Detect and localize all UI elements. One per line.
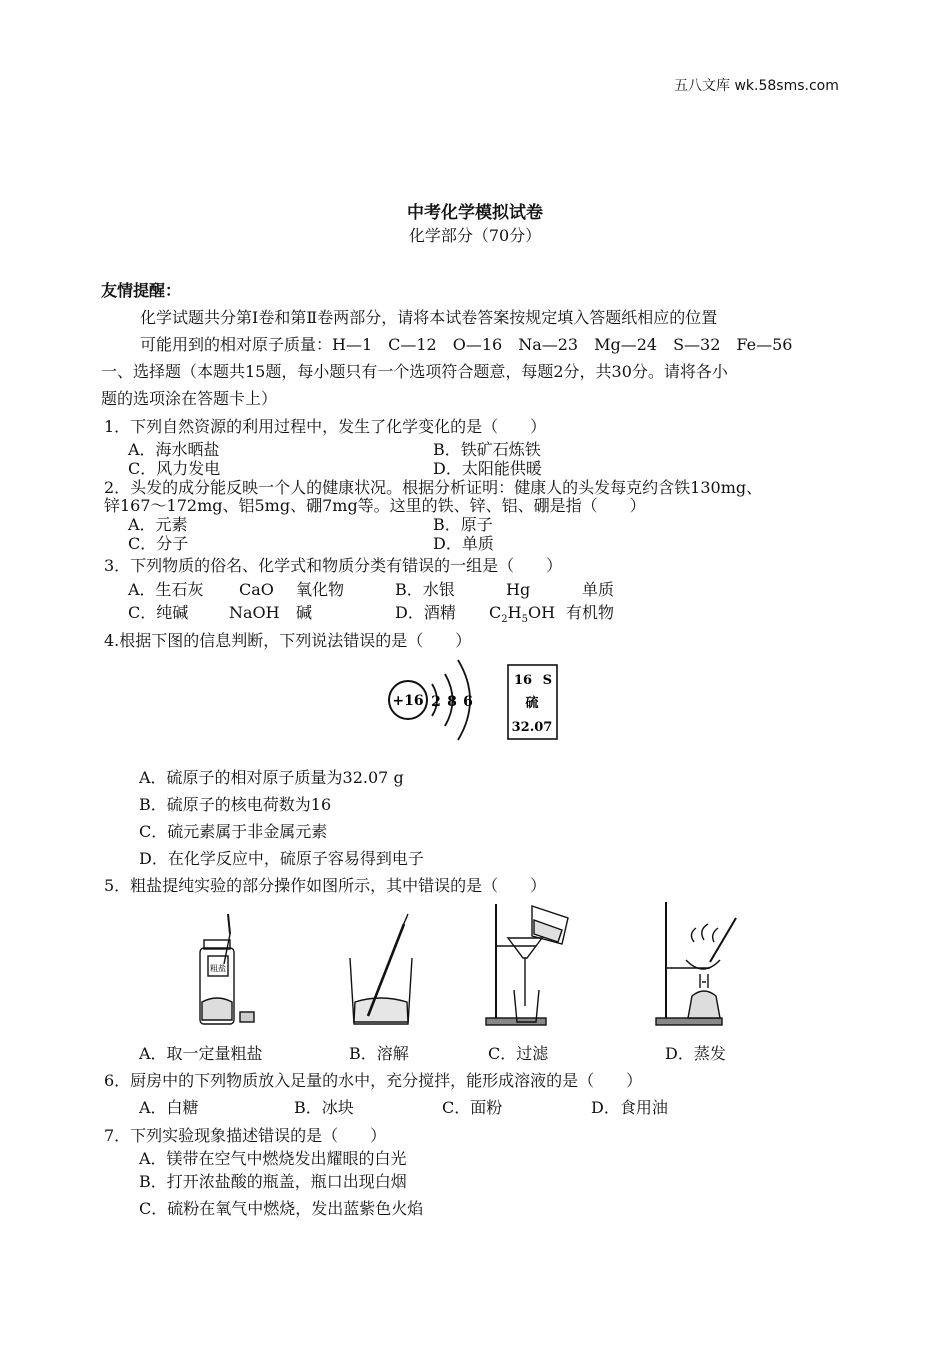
salt-jar-label: 粗盐 [210, 964, 226, 973]
q3-a-formula: CaO [239, 580, 274, 599]
q6-option-d: D．食用油 [591, 1098, 668, 1117]
q5-option-d: D．蒸发 [665, 1044, 726, 1063]
salt-purification-diagram [190, 898, 750, 1032]
q6-stem: 6．厨房中的下列物质放入足量的水中，充分搅拌，能形成溶液的是（ ） [104, 1071, 643, 1090]
q3-d-class: 有机物 [566, 603, 615, 622]
reminder-label: 友情提醒： [101, 281, 182, 300]
shell-3-electrons: 6 [463, 694, 473, 710]
q7-stem: 7．下列实验现象描述错误的是（ ） [104, 1126, 387, 1145]
q1-option-b: B．铁矿石炼铁 [433, 440, 541, 459]
q3-a-name: A．生石灰 [128, 580, 204, 599]
q2-option-b: B．原子 [433, 515, 493, 534]
q6-option-b: B．冰块 [294, 1098, 354, 1117]
q7-option-a: A．镁带在空气中燃烧发出耀眼的白光 [139, 1149, 407, 1168]
q1-option-c: C．风力发电 [128, 459, 221, 478]
element-mass: 32.07 [511, 720, 553, 735]
element-symbol: S [542, 673, 552, 688]
q3-d-formula: $C_2H_5OH$ [489, 603, 556, 626]
shell-1-electrons: 2 [431, 694, 441, 710]
q3-c-formula: NaOH [229, 603, 280, 622]
q2-stem-1: 2．头发的成分能反映一个人的健康状况。根据分析证明：健康人的头发每克约含铁130mg、 [104, 478, 763, 497]
section-instruction-2: 题的选项涂在答题卡上） [101, 389, 278, 408]
q7-option-b: B．打开浓盐酸的瓶盖，瓶口出现白烟 [139, 1172, 407, 1191]
salt-jar-illustration [200, 914, 254, 1024]
q3-c-name: C．纯碱 [128, 603, 189, 622]
q5-option-b: B．溶解 [349, 1044, 409, 1063]
element-name: 硫 [525, 696, 539, 711]
q2-option-c: C．分子 [128, 534, 189, 553]
dissolving-beaker-illustration [350, 914, 412, 1024]
q4-option-b: B．硫原子的核电荷数为16 [139, 795, 332, 814]
q2-option-d: D．单质 [433, 534, 494, 553]
q4-stem: 4.根据下图的信息判断，下列说法错误的是（ ） [104, 631, 472, 650]
q3-b-formula: Hg [506, 580, 531, 599]
reminder-line-2: 可能用到的相对原子质量：H—1 C—12 O—16 Na—23 Mg—24 S—32 Fe—56 [140, 335, 793, 354]
q2-stem-2: 锌167～172mg、铝5mg、硼7mg等。这里的铁、锌、铝、硼是指（ ） [104, 496, 646, 515]
q5-option-c: C．过滤 [488, 1044, 549, 1063]
q1-option-a: A．海水晒盐 [128, 440, 220, 459]
q5-option-a: A．取一定量粗盐 [139, 1044, 263, 1063]
nucleus-charge: +16 [392, 693, 424, 709]
q3-d-name: D．酒精 [395, 603, 456, 622]
page-subtitle: 化学部分（70分） [408, 226, 542, 245]
q6-option-a: A．白糖 [139, 1098, 199, 1117]
q3-stem: 3．下列物质的俗名、化学式和物质分类有错误的一组是（ ） [104, 556, 563, 575]
q4-option-c: C．硫元素属于非金属元素 [139, 822, 328, 841]
site-header: 五八文库 wk.58sms.com [674, 78, 839, 94]
reminder-line-1: 化学试题共分第Ⅰ卷和第Ⅱ卷两部分，请将本试卷答案按规定填入答题纸相应的位置 [140, 308, 718, 327]
q4-option-d: D．在化学反应中，硫原子容易得到电子 [139, 849, 424, 868]
section-instruction-1: 一、选择题（本题共15题，每小题只有一个选项符合题意，每题2分，共30分。请将各小 [101, 362, 728, 381]
sulfur-atom-diagram [380, 652, 570, 748]
shell-2-electrons: 8 [447, 694, 457, 710]
filtration-illustration [486, 904, 568, 1025]
q7-option-c: C．硫粉在氧气中燃烧，发出蓝紫色火焰 [139, 1199, 424, 1218]
evaporation-illustration [656, 902, 736, 1025]
q6-option-c: C．面粉 [442, 1098, 503, 1117]
q4-option-a: A．硫原子的相对原子质量为32.07 g [139, 768, 404, 787]
q1-stem: 1．下列自然资源的利用过程中，发生了化学变化的是（ ） [104, 417, 547, 436]
element-atomic-number: 16 [514, 673, 533, 688]
q3-b-class: 单质 [582, 580, 615, 599]
q3-c-class: 碱 [296, 603, 313, 622]
page-title: 中考化学模拟试卷 [407, 203, 543, 223]
q1-option-d: D．太阳能供暖 [433, 459, 542, 478]
q5-stem: 5．粗盐提纯实验的部分操作如图所示，其中错误的是（ ） [104, 876, 547, 895]
q3-a-class: 氧化物 [296, 580, 345, 599]
q2-option-a: A．元素 [128, 515, 188, 534]
q3-b-name: B．水银 [395, 580, 455, 599]
